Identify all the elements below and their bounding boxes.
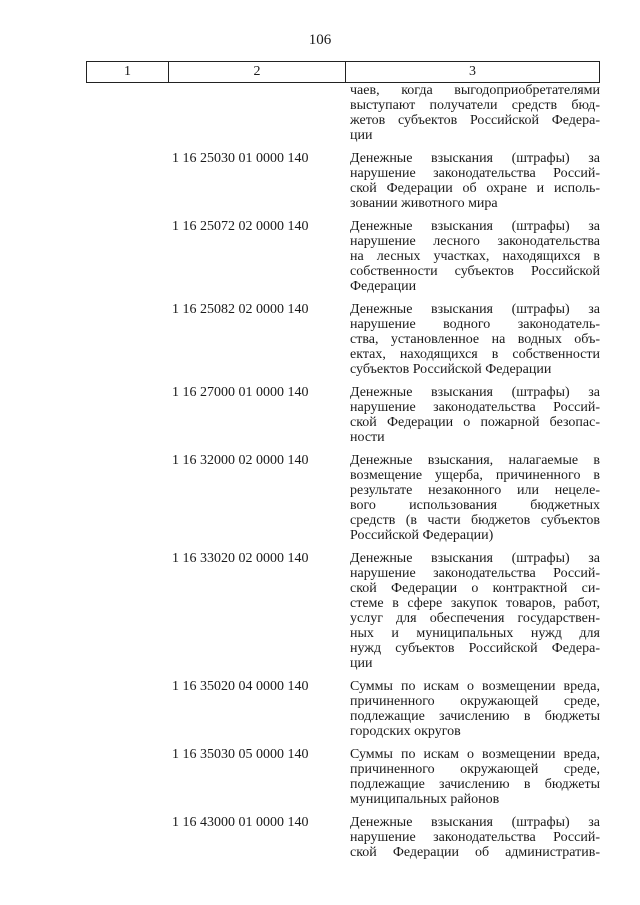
description-line: причиненного окружающей среде, xyxy=(350,694,600,709)
classification-code: 1 16 43000 01 0000 140 xyxy=(172,815,309,830)
table-row xyxy=(86,302,600,377)
table-row xyxy=(86,219,600,294)
classification-code: 1 16 35020 04 0000 140 xyxy=(172,679,309,694)
table-row xyxy=(86,551,600,671)
description-line: возмещение ущерба, причиненного в xyxy=(350,468,600,483)
table-header xyxy=(86,61,600,83)
description-line: нарушение лесного законодательства xyxy=(350,234,600,249)
description-line: услуг для обеспечения государствен- xyxy=(350,611,600,626)
description-line: Денежные взыскания (штрафы) за xyxy=(350,551,600,566)
revenue-description xyxy=(350,151,600,211)
description-line: нарушение законодательства Россий- xyxy=(350,566,600,581)
revenue-description xyxy=(350,302,600,377)
table-body xyxy=(86,83,600,868)
description-line: подлежащие зачислению в бюджеты xyxy=(350,709,600,724)
table-row xyxy=(86,385,600,445)
description-line: выступают получатели средств бюд- xyxy=(350,98,600,113)
description-line: вого использования бюджетных xyxy=(350,498,600,513)
description-line: ства, установленное на водных объ- xyxy=(350,332,600,347)
description-line: причиненного окружающей среде, xyxy=(350,762,600,777)
classification-code xyxy=(86,83,343,143)
description-line: на лесных участках, находящихся в xyxy=(350,249,600,264)
description-line: Денежные взыскания (штрафы) за xyxy=(350,151,600,166)
description-line: ской Федерации о пожарной безопас- xyxy=(350,415,600,430)
description-line: результате незаконного или нецеле- xyxy=(350,483,600,498)
description-line: Денежные взыскания (штрафы) за xyxy=(350,219,600,234)
description-line: ской Федерации об охране и исполь- xyxy=(350,181,600,196)
classification-code: 1 16 25072 02 0000 140 xyxy=(172,219,309,234)
classification-code: 1 16 35030 05 0000 140 xyxy=(172,747,309,762)
table-row xyxy=(86,679,600,739)
description-line: ции xyxy=(350,128,373,143)
description-line: нарушение законодательства Россий- xyxy=(350,166,600,181)
description-line: средств (в части бюджетов субъектов xyxy=(350,513,600,528)
classification-code: 1 16 32000 02 0000 140 xyxy=(172,453,309,468)
revenue-description xyxy=(350,551,600,671)
description-line: ской Федерации о контрактной си- xyxy=(350,581,600,596)
table-row xyxy=(86,815,600,860)
description-line: ных и муниципальных нужд для xyxy=(350,626,600,641)
description-line: ектах, находящихся в собственности xyxy=(350,347,600,362)
description-line: стеме в сфере закупок товаров, работ, xyxy=(350,596,600,611)
revenue-description xyxy=(350,679,600,739)
revenue-description xyxy=(350,453,600,543)
description-line: ности xyxy=(350,430,385,445)
description-line: ской Федерации об административ- xyxy=(350,845,600,860)
classification-code: 1 16 25082 02 0000 140 xyxy=(172,302,309,317)
description-line: собственности субъектов Российской xyxy=(350,264,600,279)
description-line: Денежные взыскания (штрафы) за xyxy=(350,302,600,317)
description-line: Федерации xyxy=(350,279,417,294)
classification-code: 1 16 25030 01 0000 140 xyxy=(172,151,309,166)
table-row xyxy=(86,151,600,211)
revenue-description xyxy=(350,747,600,807)
header-col-2: 2 xyxy=(169,62,346,82)
page-number: 106 xyxy=(308,32,332,48)
description-line: субъектов Российской Федерации xyxy=(350,362,552,377)
table-row xyxy=(86,453,600,543)
description-line: Денежные взыскания, налагаемые в xyxy=(350,453,600,468)
description-line: жетов субъектов Российской Федера- xyxy=(350,113,600,128)
description-line: нарушение водного законодатель- xyxy=(350,317,600,332)
classification-code: 1 16 33020 02 0000 140 xyxy=(172,551,309,566)
description-line: чаев, когда выгодоприобретателями xyxy=(350,83,600,98)
description-line: зовании животного мира xyxy=(350,196,498,211)
table-row xyxy=(86,83,600,143)
description-line: нарушение законодательства Россий- xyxy=(350,830,600,845)
description-line: муниципальных районов xyxy=(350,792,500,807)
description-line: нарушение законодательства Россий- xyxy=(350,400,600,415)
description-line: Денежные взыскания (штрафы) за xyxy=(350,815,600,830)
description-line: Суммы по искам о возмещении вреда, xyxy=(350,679,600,694)
classification-code: 1 16 27000 01 0000 140 xyxy=(172,385,309,400)
revenue-description xyxy=(350,83,600,143)
description-line: Суммы по искам о возмещении вреда, xyxy=(350,747,600,762)
description-line: ции xyxy=(350,656,373,671)
revenue-description xyxy=(350,385,600,445)
description-line: Денежные взыскания (штрафы) за xyxy=(350,385,600,400)
revenue-description xyxy=(350,219,600,294)
description-line: подлежащие зачислению в бюджеты xyxy=(350,777,600,792)
table-row xyxy=(86,747,600,807)
revenue-description xyxy=(350,815,600,860)
description-line: городских округов xyxy=(350,724,461,739)
header-col-1: 1 xyxy=(87,62,169,82)
header-col-3: 3 xyxy=(469,64,476,79)
description-line: нужд субъектов Российской Федера- xyxy=(350,641,600,656)
description-line: Российской Федерации) xyxy=(350,528,494,543)
